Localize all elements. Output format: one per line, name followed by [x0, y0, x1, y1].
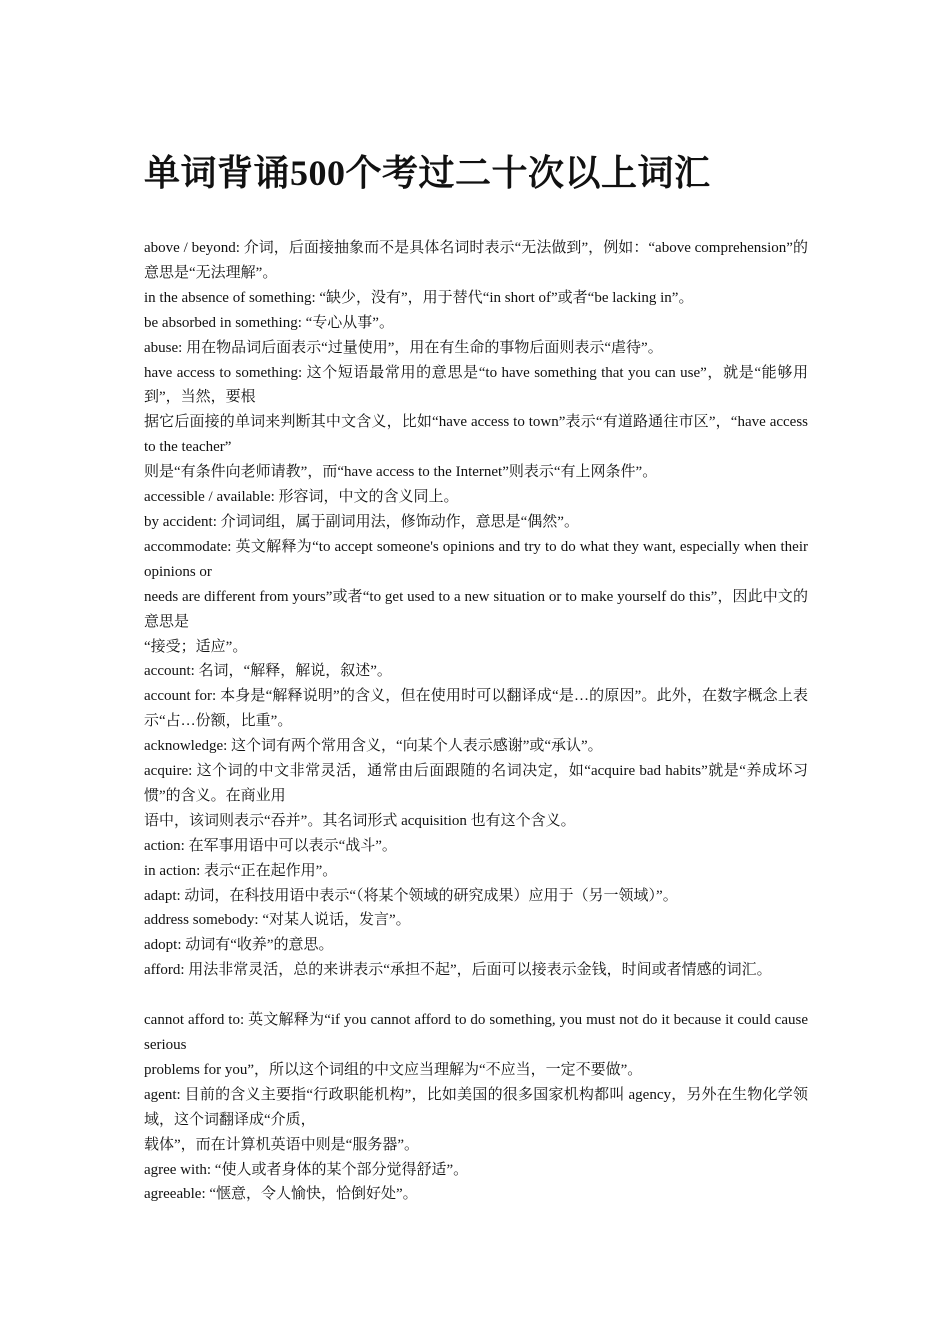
vocab-line: acquire: 这个词的中文非常灵活，通常由后面跟随的名词决定，如“acquire bad habits”就是“养成坏习惯”的含义。在商业用 — [144, 763, 808, 804]
vocab-line: 据它后面接的单词来判断其中文含义，比如“have access to town”表示“有道路通往市区”，“have access to the teacher” — [144, 414, 808, 456]
vocab-line: adopt: 动词有“收养”的意思。 — [144, 937, 334, 954]
vocab-line: 载体”，而在计算机英语中则是“服务器”。 — [144, 1136, 419, 1153]
page-title: 单词背诵500个考过二十次以上词汇 — [144, 153, 711, 193]
vocab-line: accommodate: 英文解释为“to accept someone's opinions and try to do what they want, especially when their opinions or — [144, 538, 808, 580]
vocab-line: address somebody: “对某人说话，发言”。 — [144, 912, 411, 929]
vocab-line: be absorbed in something: “专心从事”。 — [144, 314, 394, 331]
vocab-line: adapt: 动词，在科技用语中表示“（将某个领域的研究成果）应用于（另一领域）”。 — [144, 887, 678, 904]
vocabulary-list — [144, 236, 808, 1207]
vocab-line: in the absence of something: “缺少，没有”，用于替代“in short of”或者“be lacking in”。 — [144, 289, 694, 306]
vocab-line: abuse: 用在物品词后面表示“过量使用”，用在有生命的事物后面则表示“虐待”。 — [144, 339, 663, 356]
vocab-line: afford: 用法非常灵活，总的来讲表示“承担不起”，后面可以接表示金钱，时间或者情感的词汇。 — [144, 962, 772, 979]
vocab-line: account for: 本身是“解释说明”的含义，但在使用时可以翻译成“是…的原因”。此外，在数字概念上表示“占…份额，比重”。 — [144, 688, 808, 730]
vocab-line: needs are different from yours”或者“to get used to a new situation or to make yourself do this”，因此中文的意思是 — [144, 588, 808, 630]
vocab-line: accessible / available: 形容词，中文的含义同上。 — [144, 489, 459, 506]
vocab-line: account: 名词，“解释，解说，叙述”。 — [144, 663, 392, 680]
vocab-line: agree with: “使人或者身体的某个部分觉得舒适”。 — [144, 1161, 469, 1178]
vocab-line: in action: 表示“正在起作用”。 — [144, 862, 338, 879]
vocab-line: above / beyond: 介词，后面接抽象而不是具体名词时表示“无法做到”，例如：“above comprehension”的意思是“无法理解”。 — [144, 240, 808, 281]
vocab-line: agreeable: “惬意，令人愉快，恰倒好处”。 — [144, 1186, 418, 1203]
vocab-line: “接受；适应”。 — [144, 638, 248, 655]
blank-line — [144, 983, 808, 1008]
vocab-line: 语中，该词则表示“吞并”。其名词形式 acquisition 也有这个含义。 — [144, 812, 576, 829]
vocab-line: action: 在军事用语中可以表示“战斗”。 — [144, 837, 397, 854]
vocab-line: cannot afford to: 英文解释为“if you cannot afford to do something, you must not do it because it could cause serious — [144, 1012, 808, 1053]
vocab-line: agent: 目前的含义主要指“行政职能机构”，比如美国的很多国家机构都叫 agency，另外在生物化学领域，这个词翻译成“介质， — [144, 1086, 808, 1128]
vocab-line: have access to something: 这个短语最常用的意思是“to have something that you can use”，就是“能够用到”，当然，要根 — [144, 364, 808, 406]
vocab-line: acknowledge: 这个词有两个常用含义，“向某个人表示感谢”或“承认”。 — [144, 738, 603, 755]
vocab-line: 则是“有条件向老师请教”，而“have access to the Internet”则表示“有上网条件”。 — [144, 464, 658, 481]
vocab-line: by accident: 介词词组，属于副词用法，修饰动作，意思是“偶然”。 — [144, 513, 579, 530]
vocab-line: problems for you”，所以这个词组的中文应当理解为“不应当，一定不要做”。 — [144, 1061, 643, 1078]
